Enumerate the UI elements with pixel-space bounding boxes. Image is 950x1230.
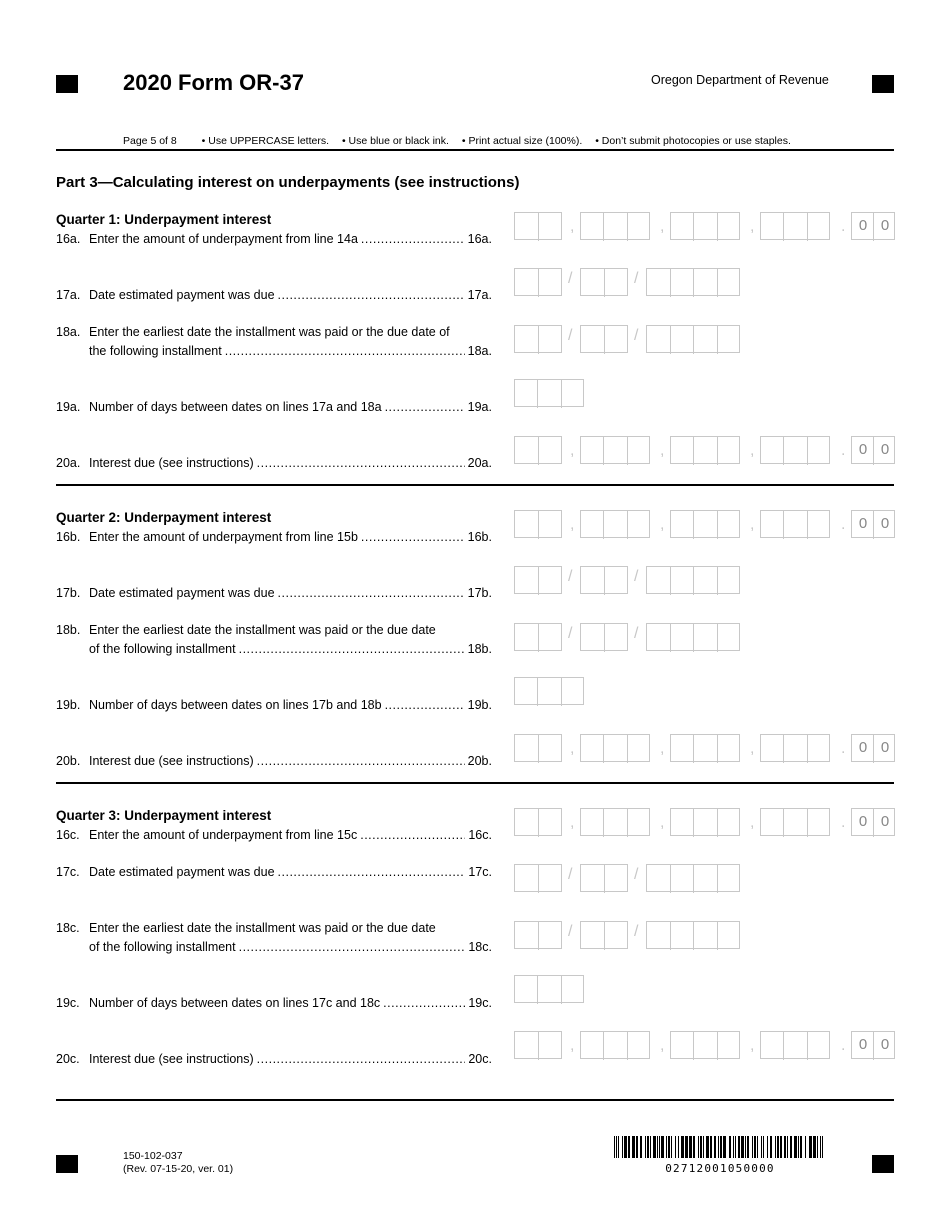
barcode-bar — [757, 1136, 758, 1158]
registration-mark-bottom-right — [872, 1155, 894, 1173]
line-ref: 20b. — [467, 754, 492, 768]
line-19b — [56, 696, 492, 715]
cents-digit: 0 — [880, 1036, 890, 1053]
barcode-bar — [710, 1136, 712, 1158]
line-text: Number of days between dates on lines 17c and 18c — [89, 996, 381, 1010]
entry-box[interactable] — [514, 734, 562, 762]
entry-box[interactable] — [760, 212, 830, 240]
entry-box[interactable] — [580, 436, 650, 464]
cents-digit: 0 — [858, 441, 868, 458]
barcode-bar — [657, 1136, 658, 1158]
entry-box[interactable] — [514, 623, 562, 651]
line-text: Interest due (see instructions) — [89, 456, 254, 470]
quarter-heading: Quarter 2: Underpayment interest — [56, 510, 272, 525]
line-text: Enter the amount of underpayment from line 14a — [89, 232, 358, 246]
separator: / — [634, 568, 639, 585]
barcode-bar — [729, 1136, 731, 1158]
entry-box[interactable] — [760, 436, 830, 464]
quarter-divider — [56, 484, 894, 486]
entry-box[interactable] — [580, 212, 650, 240]
entry-box[interactable] — [514, 677, 584, 705]
barcode-bar — [777, 1136, 779, 1158]
line-19a — [56, 398, 492, 417]
entry-box[interactable] — [514, 379, 584, 407]
entry-box[interactable] — [646, 921, 740, 949]
cents-digit: 0 — [880, 441, 890, 458]
registration-mark-bottom-left — [56, 1155, 78, 1173]
barcode-bar — [787, 1136, 788, 1158]
line-number: 18c. — [56, 921, 80, 935]
entry-box[interactable] — [646, 325, 740, 353]
quarter-heading: Quarter 3: Underpayment interest — [56, 808, 272, 823]
separator: . — [841, 814, 846, 831]
barcode-bar — [618, 1136, 619, 1158]
barcode-bar — [745, 1136, 746, 1158]
line-number: 20b. — [56, 754, 81, 768]
barcode-bar — [738, 1136, 740, 1158]
separator: , — [570, 1037, 575, 1054]
header-divider — [56, 149, 894, 151]
separator: , — [750, 740, 755, 757]
barcode-bar — [780, 1136, 782, 1158]
line-ref: 16b. — [467, 530, 492, 544]
registration-mark-top-left — [56, 75, 78, 93]
line-20a — [56, 454, 492, 473]
entry-box[interactable] — [514, 510, 562, 538]
barcode-bar — [735, 1136, 736, 1158]
barcode-bar — [681, 1136, 684, 1158]
entry-box[interactable] — [514, 436, 562, 464]
barcode-bar — [714, 1136, 716, 1158]
entry-box[interactable] — [580, 510, 650, 538]
line-17a — [56, 286, 492, 305]
entry-box[interactable] — [760, 510, 830, 538]
barcode-bar — [645, 1136, 646, 1158]
barcode-bar — [820, 1136, 821, 1158]
entry-box[interactable] — [670, 734, 740, 762]
barcode-bar — [733, 1136, 734, 1158]
barcode-bar — [706, 1136, 709, 1158]
cents-digit: 0 — [858, 515, 868, 532]
separator: , — [570, 814, 575, 831]
separator: / — [634, 327, 639, 344]
barcode-bar — [650, 1136, 651, 1158]
entry-box[interactable] — [514, 808, 562, 836]
entry-box[interactable] — [760, 1031, 830, 1059]
line-ref: 19a. — [467, 400, 492, 414]
entry-box[interactable] — [580, 325, 628, 353]
line-18b — [56, 621, 492, 659]
barcode-bar — [794, 1136, 797, 1158]
cents-digit: 0 — [858, 1036, 868, 1053]
separator: / — [568, 327, 573, 344]
cents-digit: 0 — [880, 515, 890, 532]
barcode-number: 02712001050000 — [665, 1162, 775, 1175]
cents-box[interactable] — [851, 1031, 895, 1059]
line-text: Enter the amount of underpayment from line 15c — [89, 828, 358, 842]
entry-box[interactable] — [646, 566, 740, 594]
entry-box[interactable] — [580, 734, 650, 762]
line-text: Date estimated payment was due — [89, 288, 275, 302]
line-text: Date estimated payment was due — [89, 586, 275, 600]
entry-box[interactable] — [580, 864, 628, 892]
line-text: Date estimated payment was due — [89, 865, 275, 879]
separator: , — [570, 218, 575, 235]
cents-box[interactable] — [851, 436, 895, 464]
entry-box[interactable] — [580, 1031, 650, 1059]
line-text: Interest due (see instructions) — [89, 754, 254, 768]
entry-box[interactable] — [514, 212, 562, 240]
line-18a — [56, 323, 492, 361]
separator: . — [841, 516, 846, 533]
entry-box[interactable] — [646, 623, 740, 651]
barcode-bar — [624, 1136, 627, 1158]
barcode-bar — [754, 1136, 756, 1158]
line-text: Interest due (see instructions) — [89, 1052, 254, 1066]
separator: , — [660, 516, 665, 533]
line-ref: 16a. — [467, 232, 492, 246]
barcode-bar — [798, 1136, 799, 1158]
barcode-bar — [718, 1136, 719, 1158]
separator: , — [750, 516, 755, 533]
barcode-bar — [647, 1136, 649, 1158]
barcode-bar — [622, 1136, 623, 1158]
barcode-bar — [668, 1136, 670, 1158]
line-ref: 20a. — [467, 456, 492, 470]
line-19c — [56, 994, 492, 1013]
entry-box[interactable] — [514, 566, 562, 594]
entry-box[interactable] — [760, 734, 830, 762]
separator: , — [750, 442, 755, 459]
barcode-bar — [761, 1136, 762, 1158]
barcode-bar — [614, 1136, 615, 1158]
entry-box[interactable] — [514, 1031, 562, 1059]
barcode-bar — [628, 1136, 630, 1158]
line-17b — [56, 584, 492, 603]
barcode-bar — [805, 1136, 806, 1158]
line-20c — [56, 1050, 492, 1069]
barcode-bar — [689, 1136, 692, 1158]
separator: / — [568, 270, 573, 287]
registration-mark-top-right — [872, 75, 894, 93]
line-text: Enter the amount of underpayment from line 15b — [89, 530, 358, 544]
separator: . — [841, 740, 846, 757]
line-number: 16b. — [56, 530, 81, 544]
line-ref: 18b. — [467, 642, 492, 656]
separator: / — [634, 270, 639, 287]
line-number: 17c. — [56, 865, 80, 879]
barcode-bar — [616, 1136, 617, 1158]
instructions-row — [123, 135, 801, 147]
separator: , — [660, 442, 665, 459]
quarter-divider — [56, 782, 894, 784]
form-number-block — [123, 1150, 233, 1176]
barcode-bar — [809, 1136, 812, 1158]
cents-digit: 0 — [858, 217, 868, 234]
separator: / — [568, 923, 573, 940]
barcode-bar — [763, 1136, 764, 1158]
form-number: 150-102-037 — [123, 1150, 183, 1162]
line-ref: 17a. — [467, 288, 492, 302]
entry-box[interactable] — [514, 268, 562, 296]
cents-digit: 0 — [858, 739, 868, 756]
line-number: 20a. — [56, 456, 81, 470]
barcode-bar — [775, 1136, 776, 1158]
barcode-bar — [693, 1136, 695, 1158]
line-20b — [56, 752, 492, 771]
line-ref: 18a. — [467, 344, 492, 358]
barcode-image — [614, 1136, 826, 1160]
form-title: 2020 Form OR-37 — [123, 70, 304, 95]
entry-box[interactable] — [646, 268, 740, 296]
separator: , — [660, 814, 665, 831]
line-16a — [56, 230, 492, 249]
agency-name: Oregon Department of Revenue — [651, 73, 829, 87]
entry-box[interactable] — [760, 808, 830, 836]
line-ref: 19c. — [468, 996, 492, 1010]
separator: . — [841, 218, 846, 235]
barcode-bar — [671, 1136, 672, 1158]
separator: / — [568, 568, 573, 585]
barcode-bar — [770, 1136, 772, 1158]
cents-box[interactable] — [851, 808, 895, 836]
entry-box[interactable] — [514, 864, 562, 892]
line-number: 16a. — [56, 232, 81, 246]
separator: , — [750, 814, 755, 831]
barcode-bar — [653, 1136, 656, 1158]
footer-divider — [56, 1099, 894, 1101]
line-text: the following installment — [89, 344, 222, 358]
line-17c — [56, 863, 492, 882]
separator: , — [660, 1037, 665, 1054]
line-number: 19c. — [56, 996, 80, 1010]
separator: , — [750, 1037, 755, 1054]
line-number: 19a. — [56, 400, 81, 414]
line-ref: 19b. — [467, 698, 492, 712]
line-text-first: Enter the earliest date the installment was paid or the due date — [89, 623, 436, 637]
barcode-bar — [800, 1136, 802, 1158]
page-number: Page 5 of 8 — [123, 135, 177, 147]
barcode-bar — [720, 1136, 722, 1158]
barcode-bar — [784, 1136, 786, 1158]
entry-box[interactable] — [580, 623, 628, 651]
line-number: 19b. — [56, 698, 81, 712]
cents-digit: 0 — [880, 813, 890, 830]
barcode-bar — [822, 1136, 823, 1158]
instruction-item: • Use UPPERCASE letters. — [201, 135, 330, 147]
line-number: 17a. — [56, 288, 81, 302]
separator: . — [841, 442, 846, 459]
barcode-bar — [666, 1136, 667, 1158]
barcode-bar — [752, 1136, 753, 1158]
line-text: of the following installment — [89, 940, 236, 954]
separator: , — [570, 442, 575, 459]
line-text: Number of days between dates on lines 17b and 18b — [89, 698, 382, 712]
line-ref: 17b. — [467, 586, 492, 600]
cents-digit: 0 — [858, 813, 868, 830]
entry-box[interactable] — [580, 808, 650, 836]
line-number: 18b. — [56, 623, 81, 637]
barcode-bar — [661, 1136, 664, 1158]
entry-box[interactable] — [670, 808, 740, 836]
barcode-bar — [813, 1136, 816, 1158]
barcode-bar — [703, 1136, 704, 1158]
form-revision: (Rev. 07-15-20, ver. 01) — [123, 1163, 234, 1175]
entry-box[interactable] — [670, 1031, 740, 1059]
barcode-bar — [659, 1136, 660, 1158]
line-ref: 20c. — [468, 1052, 492, 1066]
line-number: 16c. — [56, 828, 80, 842]
line-ref: 18c. — [468, 940, 492, 954]
entry-box[interactable] — [514, 921, 562, 949]
separator: , — [660, 218, 665, 235]
instruction-item: • Print actual size (100%). — [461, 135, 583, 147]
barcode-bar — [698, 1136, 699, 1158]
entry-box[interactable] — [670, 510, 740, 538]
line-18c — [56, 919, 492, 957]
barcode-bar — [678, 1136, 679, 1158]
entry-box[interactable] — [514, 325, 562, 353]
line-text-first: Enter the earliest date the installment was paid or the due date of — [89, 325, 450, 339]
barcode-bar — [790, 1136, 792, 1158]
line-number: 20c. — [56, 1052, 80, 1066]
line-number: 18a. — [56, 325, 81, 339]
cents-digit: 0 — [880, 739, 890, 756]
separator: , — [750, 218, 755, 235]
line-text: Number of days between dates on lines 17a and 18a — [89, 400, 382, 414]
cents-box[interactable] — [851, 212, 895, 240]
entry-box[interactable] — [580, 921, 628, 949]
quarter-heading: Quarter 1: Underpayment interest — [56, 212, 272, 227]
instruction-item: • Use blue or black ink. — [341, 135, 449, 147]
cents-digit: 0 — [880, 217, 890, 234]
separator: / — [568, 866, 573, 883]
barcode-bar — [632, 1136, 635, 1158]
barcode-bar — [636, 1136, 638, 1158]
barcode-bar — [817, 1136, 818, 1158]
barcode-bar — [747, 1136, 749, 1158]
barcode-bar — [741, 1136, 744, 1158]
separator: / — [568, 625, 573, 642]
part-title: Part 3—Calculating interest on underpayments (see instructions) — [56, 174, 520, 191]
line-ref: 17c. — [468, 865, 492, 879]
separator: / — [634, 625, 639, 642]
entry-box[interactable] — [580, 566, 628, 594]
entry-box[interactable] — [514, 975, 584, 1003]
entry-box[interactable] — [670, 212, 740, 240]
line-text: of the following installment — [89, 642, 236, 656]
instruction-item: • Don’t submit photocopies or use staples. — [595, 135, 791, 147]
barcode-bar — [675, 1136, 676, 1158]
entry-box[interactable] — [580, 268, 628, 296]
separator: / — [634, 866, 639, 883]
separator: , — [570, 740, 575, 757]
line-16c — [56, 826, 492, 845]
separator: . — [841, 1037, 846, 1054]
separator: , — [660, 740, 665, 757]
barcode-bar — [685, 1136, 688, 1158]
barcode-bar — [700, 1136, 702, 1158]
barcode-bar — [723, 1136, 726, 1158]
line-16b — [56, 528, 492, 547]
barcode-bar — [767, 1136, 768, 1158]
entry-box[interactable] — [670, 436, 740, 464]
line-ref: 16c. — [468, 828, 492, 842]
entry-box[interactable] — [646, 864, 740, 892]
line-number: 17b. — [56, 586, 81, 600]
separator: , — [570, 516, 575, 533]
barcode-bar — [640, 1136, 642, 1158]
cents-box[interactable] — [851, 734, 895, 762]
separator: / — [634, 923, 639, 940]
cents-box[interactable] — [851, 510, 895, 538]
line-text-first: Enter the earliest date the installment was paid or the due date — [89, 921, 436, 935]
